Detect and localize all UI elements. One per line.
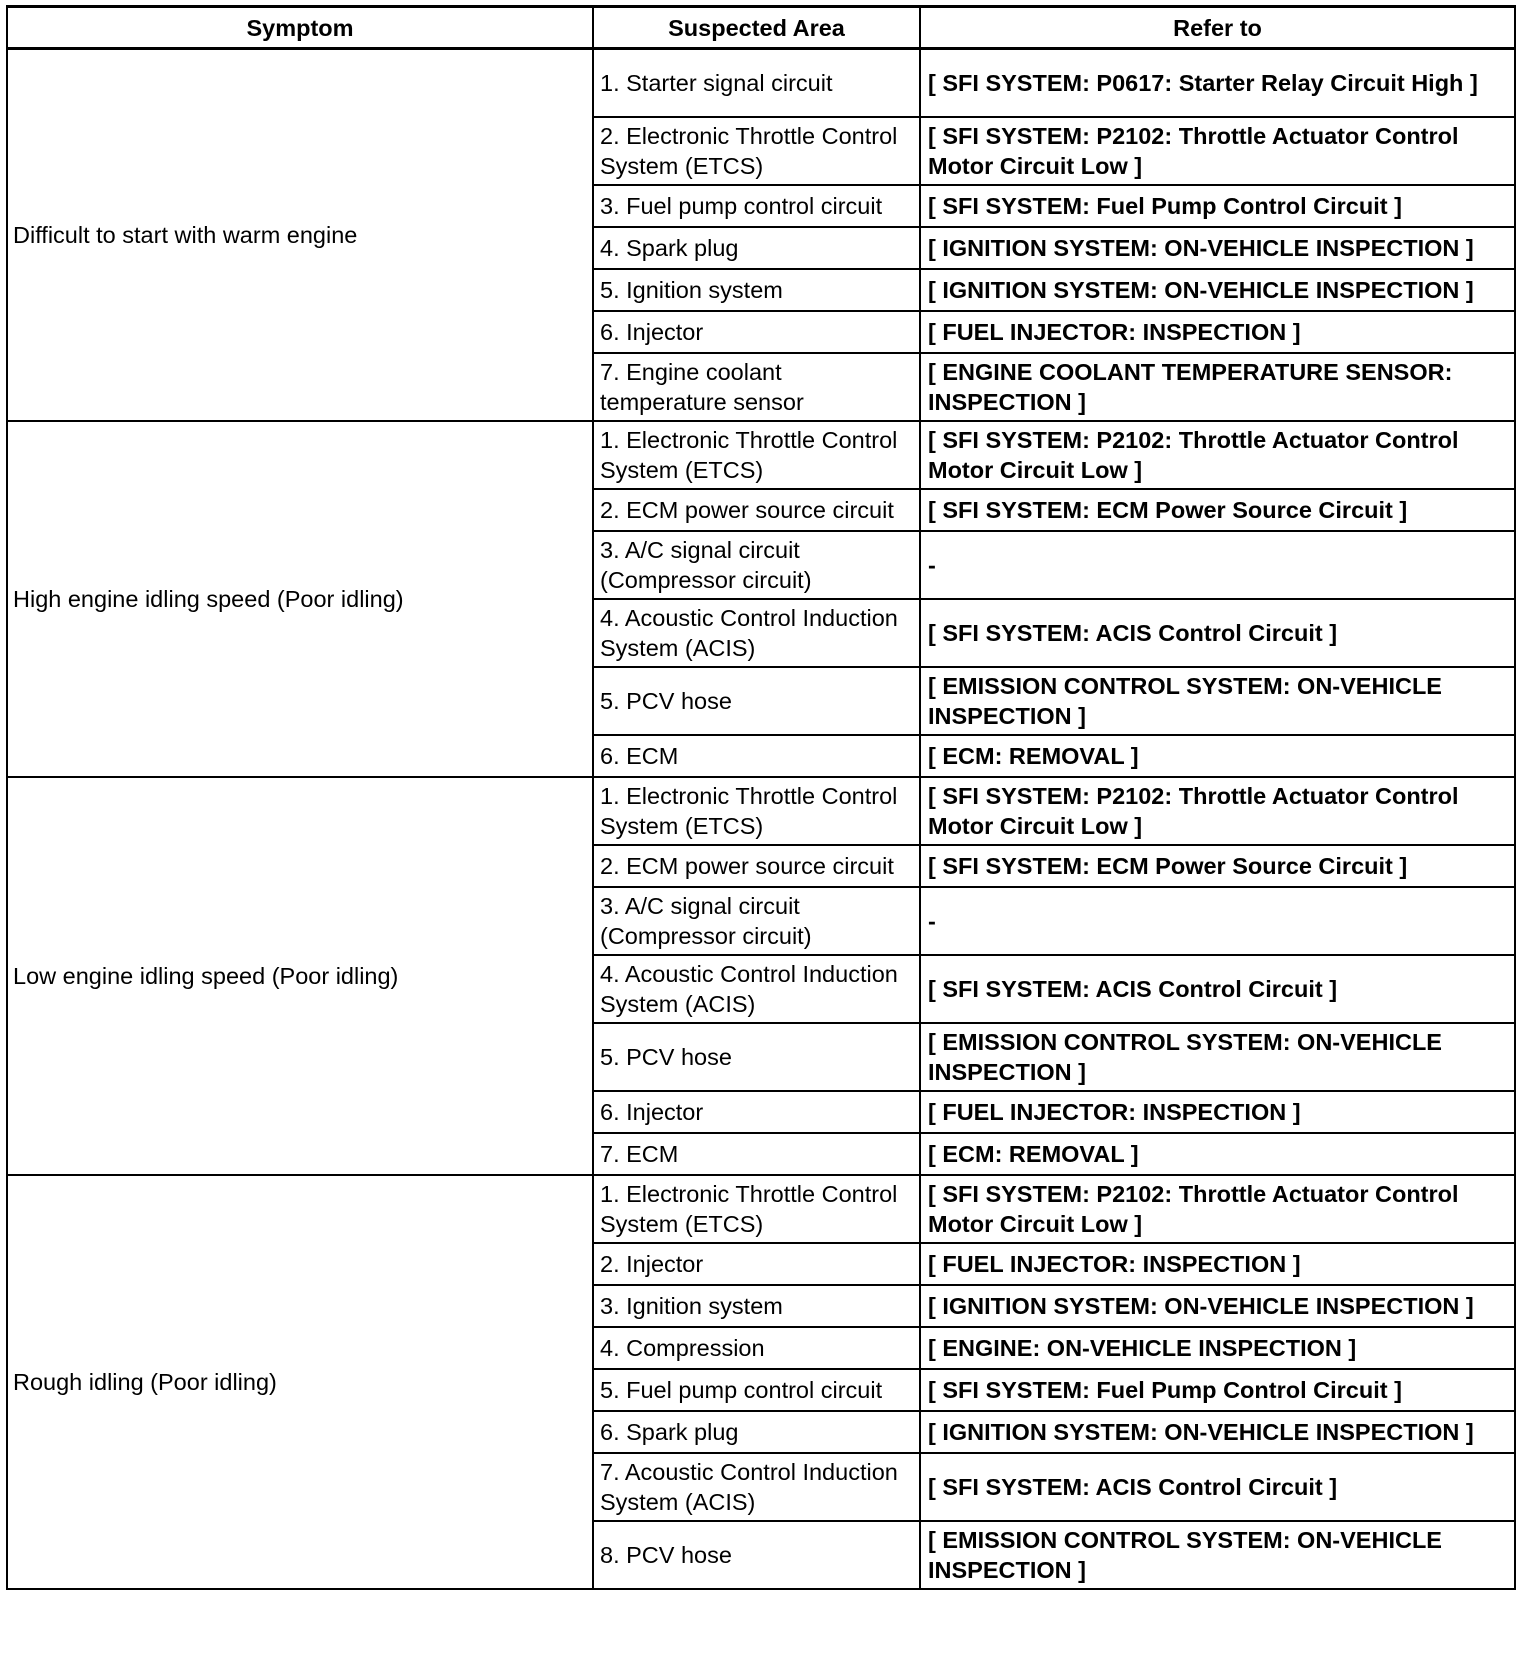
refer-to-link[interactable]: [ SFI SYSTEM: P2102: Throttle Actuator Control Motor Circuit Low ] xyxy=(920,117,1515,185)
refer-to-link[interactable]: [ EMISSION CONTROL SYSTEM: ON-VEHICLE INSPECTION ] xyxy=(920,1023,1515,1091)
suspected-area-cell: 2. Electronic Throttle Control System (ETCS) xyxy=(593,117,920,185)
symptom-cell: High engine idling speed (Poor idling) xyxy=(7,421,593,777)
suspected-area-cell: 6. Spark plug xyxy=(593,1411,920,1453)
refer-to-link[interactable]: [ IGNITION SYSTEM: ON-VEHICLE INSPECTION ] xyxy=(920,1285,1515,1327)
suspected-area-cell: 5. Fuel pump control circuit xyxy=(593,1369,920,1411)
suspected-area-cell: 3. Fuel pump control circuit xyxy=(593,185,920,227)
refer-to-link: - xyxy=(920,887,1515,955)
refer-to-link[interactable]: [ FUEL INJECTOR: INSPECTION ] xyxy=(920,1243,1515,1285)
suspected-area-cell: 4. Compression xyxy=(593,1327,920,1369)
refer-to-link[interactable]: [ ENGINE: ON-VEHICLE INSPECTION ] xyxy=(920,1327,1515,1369)
refer-to-link[interactable]: [ SFI SYSTEM: Fuel Pump Control Circuit ] xyxy=(920,1369,1515,1411)
suspected-area-cell: 1. Electronic Throttle Control System (ETCS) xyxy=(593,421,920,489)
suspected-area-cell: 5. Ignition system xyxy=(593,269,920,311)
refer-to-link[interactable]: [ IGNITION SYSTEM: ON-VEHICLE INSPECTION ] xyxy=(920,227,1515,269)
suspected-area-cell: 5. PCV hose xyxy=(593,667,920,735)
suspected-area-cell: 2. ECM power source circuit xyxy=(593,845,920,887)
header-refer-to: Refer to xyxy=(920,7,1515,49)
table-row xyxy=(7,421,1515,489)
suspected-area-cell: 7. Engine coolant temperature sensor xyxy=(593,353,920,421)
refer-to-link[interactable]: [ SFI SYSTEM: ACIS Control Circuit ] xyxy=(920,1453,1515,1521)
suspected-area-cell: 3. A/C signal circuit (Compressor circuit) xyxy=(593,887,920,955)
suspected-area-cell: 3. A/C signal circuit (Compressor circuit) xyxy=(593,531,920,599)
refer-to-link[interactable]: [ SFI SYSTEM: P0617: Starter Relay Circuit High ] xyxy=(920,49,1515,117)
suspected-area-cell: 6. ECM xyxy=(593,735,920,777)
refer-to-link[interactable]: [ SFI SYSTEM: ACIS Control Circuit ] xyxy=(920,599,1515,667)
refer-to-link[interactable]: [ SFI SYSTEM: P2102: Throttle Actuator Control Motor Circuit Low ] xyxy=(920,421,1515,489)
refer-to-link[interactable]: [ EMISSION CONTROL SYSTEM: ON-VEHICLE INSPECTION ] xyxy=(920,1521,1515,1589)
table-row xyxy=(7,1175,1515,1243)
suspected-area-cell: 1. Starter signal circuit xyxy=(593,49,920,117)
suspected-area-cell: 7. Acoustic Control Induction System (ACIS) xyxy=(593,1453,920,1521)
refer-to-link[interactable]: [ SFI SYSTEM: Fuel Pump Control Circuit ] xyxy=(920,185,1515,227)
refer-to-link[interactable]: [ SFI SYSTEM: ECM Power Source Circuit ] xyxy=(920,845,1515,887)
suspected-area-cell: 8. PCV hose xyxy=(593,1521,920,1589)
refer-to-link[interactable]: [ FUEL INJECTOR: INSPECTION ] xyxy=(920,1091,1515,1133)
refer-to-link[interactable]: [ IGNITION SYSTEM: ON-VEHICLE INSPECTION ] xyxy=(920,269,1515,311)
suspected-area-cell: 7. ECM xyxy=(593,1133,920,1175)
refer-to-link[interactable]: [ ENGINE COOLANT TEMPERATURE SENSOR: INSPECTION ] xyxy=(920,353,1515,421)
suspected-area-cell: 5. PCV hose xyxy=(593,1023,920,1091)
refer-to-link[interactable]: [ SFI SYSTEM: P2102: Throttle Actuator Control Motor Circuit Low ] xyxy=(920,777,1515,845)
suspected-area-cell: 2. ECM power source circuit xyxy=(593,489,920,531)
suspected-area-cell: 2. Injector xyxy=(593,1243,920,1285)
header-row xyxy=(7,7,1515,49)
refer-to-link[interactable]: [ SFI SYSTEM: ECM Power Source Circuit ] xyxy=(920,489,1515,531)
refer-to-link: - xyxy=(920,531,1515,599)
table-body xyxy=(7,49,1515,1589)
symptom-cell: Difficult to start with warm engine xyxy=(7,49,593,421)
refer-to-link[interactable]: [ IGNITION SYSTEM: ON-VEHICLE INSPECTION ] xyxy=(920,1411,1515,1453)
symptom-cell: Low engine idling speed (Poor idling) xyxy=(7,777,593,1175)
suspected-area-cell: 6. Injector xyxy=(593,1091,920,1133)
problem-symptoms-table xyxy=(6,5,1516,1590)
suspected-area-cell: 3. Ignition system xyxy=(593,1285,920,1327)
refer-to-link[interactable]: [ SFI SYSTEM: ACIS Control Circuit ] xyxy=(920,955,1515,1023)
suspected-area-cell: 4. Acoustic Control Induction System (ACIS) xyxy=(593,599,920,667)
refer-to-link[interactable]: [ ECM: REMOVAL ] xyxy=(920,1133,1515,1175)
suspected-area-cell: 4. Spark plug xyxy=(593,227,920,269)
header-symptom: Symptom xyxy=(7,7,593,49)
table-row xyxy=(7,777,1515,845)
refer-to-link[interactable]: [ ECM: REMOVAL ] xyxy=(920,735,1515,777)
table-row xyxy=(7,49,1515,117)
refer-to-link[interactable]: [ EMISSION CONTROL SYSTEM: ON-VEHICLE INSPECTION ] xyxy=(920,667,1515,735)
suspected-area-cell: 1. Electronic Throttle Control System (ETCS) xyxy=(593,1175,920,1243)
refer-to-link[interactable]: [ FUEL INJECTOR: INSPECTION ] xyxy=(920,311,1515,353)
symptom-cell: Rough idling (Poor idling) xyxy=(7,1175,593,1589)
header-suspected-area: Suspected Area xyxy=(593,7,920,49)
suspected-area-cell: 4. Acoustic Control Induction System (ACIS) xyxy=(593,955,920,1023)
suspected-area-cell: 6. Injector xyxy=(593,311,920,353)
refer-to-link[interactable]: [ SFI SYSTEM: P2102: Throttle Actuator Control Motor Circuit Low ] xyxy=(920,1175,1515,1243)
suspected-area-cell: 1. Electronic Throttle Control System (ETCS) xyxy=(593,777,920,845)
